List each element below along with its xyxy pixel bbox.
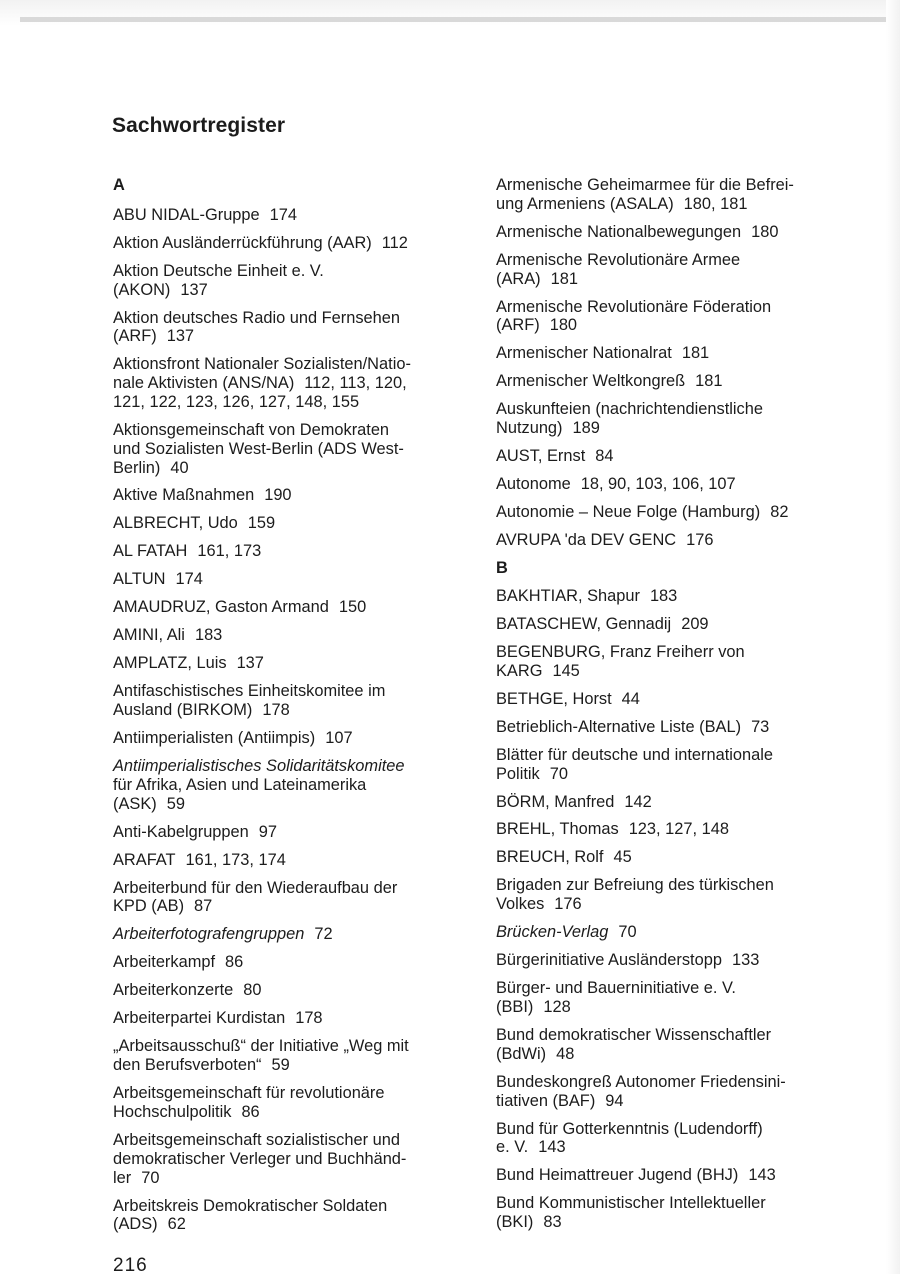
index-entry-term: Bund Heimattreuer Jugend (BHJ)	[496, 1166, 739, 1185]
index-entry-pages: 174	[175, 570, 203, 589]
index-entry-pages: 83	[543, 1213, 562, 1232]
index-entry-pages: 70	[549, 764, 568, 783]
index-entry-pages: 112, 113, 120, 121, 122, 123, 126, 127, 148, 155	[113, 374, 407, 411]
index-entry	[496, 979, 856, 1017]
index-entry-pages: 178	[262, 701, 290, 720]
index-entry-term: Brigaden zur Befreiung des türkischen Volkes	[496, 876, 774, 914]
index-entry-pages: 161, 173, 174	[185, 850, 286, 869]
index-entry-term: ALBRECHT, Udo	[113, 514, 238, 533]
index-entry	[113, 355, 463, 411]
index-entry-pages: 159	[247, 514, 276, 533]
index-entry-term: Antiimperialisten (Antiimpis)	[113, 729, 316, 748]
index-entry-pages: 72	[314, 925, 333, 944]
index-entry	[113, 823, 463, 842]
index-entry-pages: 70	[618, 923, 637, 942]
index-entry	[113, 925, 463, 944]
index-entry-term: „Arbeitsausschuß“ der Initiative „Weg mit den Berufsverboten“	[113, 1037, 409, 1075]
index-entry-term: Bund für Gotterkenntnis (Ludendorff) e. V.	[496, 1119, 763, 1157]
index-entry	[496, 1026, 856, 1064]
index-entry-term: BATASCHEW, Gennadij	[496, 614, 672, 633]
index-entry	[113, 851, 463, 870]
index-entry-term: AMAUDRUZ, Gaston Armand	[113, 598, 329, 617]
index-entry	[496, 223, 856, 242]
index-entry-term: BÖRM, Manfred	[496, 792, 615, 811]
scan-right-edge	[886, 0, 900, 1274]
index-entry-term: ALTUN	[113, 570, 166, 589]
index-entry-pages: 86	[225, 953, 244, 972]
index-entry-pages: 59	[271, 1056, 290, 1075]
index-entry-pages: 142	[624, 792, 652, 811]
index-entry-pages: 73	[751, 717, 770, 736]
index-entry-term: Armenische Revolutionäre Armee (ARA)	[496, 250, 741, 288]
index-column-left	[113, 176, 463, 1243]
index-entry-pages: 150	[338, 598, 367, 617]
index-entry-pages: 70	[141, 1168, 160, 1187]
index-entry	[113, 757, 463, 813]
index-entry-pages: 145	[552, 661, 580, 680]
index-entry	[496, 447, 856, 466]
index-entry-term: Bund demokratischer Wissenschaftler (BdWi)	[496, 1025, 772, 1063]
index-entry-term: Bürgerinitiative Ausländerstopp	[496, 951, 722, 970]
index-entry	[113, 1197, 463, 1235]
index-entry	[496, 923, 856, 942]
index-entry	[113, 262, 463, 300]
index-entry-pages: 59	[166, 794, 185, 813]
index-entry	[496, 848, 856, 867]
index-entry-term: Aktionsgemeinschaft von Demokraten und Sozialisten West-Berlin (ADS West- Berlin)	[113, 420, 404, 477]
index-entry-pages: 174	[269, 205, 298, 224]
page-title: Sachwortregister	[112, 114, 286, 137]
index-entry-term: AUST, Ernst	[496, 447, 586, 466]
index-entry-pages: 143	[748, 1166, 776, 1185]
index-entry-term: Autonomie – Neue Folge (Hamburg)	[496, 503, 761, 522]
index-entry-term: BAKHTIAR, Shapur	[496, 587, 640, 605]
index-entry	[496, 1194, 856, 1232]
index-entry	[113, 542, 463, 561]
index-entry-pages: 87	[194, 897, 213, 916]
index-entry	[496, 251, 856, 289]
index-entry-pages: 82	[770, 503, 789, 522]
index-entry-term: Antiimperialistisches Solidaritätskomitee für Afrika, Asien und Lateinamerika (ASK)	[113, 757, 405, 813]
index-entry	[113, 206, 463, 225]
index-entry-pages: 137	[166, 327, 195, 346]
index-entry-pages: 181	[550, 269, 578, 288]
index-entry-pages: 137	[180, 280, 208, 299]
index-entry-term: Arbeiterkonzerte	[113, 981, 234, 1000]
index-entry-pages: 181	[695, 372, 723, 391]
index-entry	[113, 598, 463, 617]
index-entry-pages: 178	[295, 1009, 323, 1028]
index-entry	[496, 400, 856, 438]
index-entry-term: Armenische Geheimarmee für die Befrei- ung Armeniens (ASALA)	[496, 176, 794, 213]
index-entry	[113, 309, 463, 347]
index-entry-term: Aktion Deutsche Einheit e. V. (AKON)	[113, 261, 324, 299]
index-entry-pages: 123, 127, 148	[628, 820, 729, 839]
index-entry-term: ARAFAT	[113, 850, 176, 869]
index-entry	[113, 1131, 463, 1187]
index-entry-term: AL FATAH	[113, 542, 188, 561]
index-entry-pages: 176	[554, 895, 582, 914]
index-entry	[113, 626, 463, 645]
index-entry	[496, 643, 856, 681]
index-entry-term: Aktion deutsches Radio und Fernsehen (ARF)	[113, 308, 401, 346]
index-entry	[113, 729, 463, 748]
index-entry-term: Bundeskongreß Autonomer Friedensini- tiativen (BAF)	[496, 1072, 786, 1110]
scan-top-edge	[0, 0, 900, 26]
index-entry	[496, 176, 856, 214]
index-entry	[113, 1084, 463, 1122]
index-entry-term: Bürger- und Bauerninitiative e. V. (BBI)	[496, 979, 736, 1016]
index-entry	[496, 344, 856, 363]
index-entry	[113, 654, 463, 673]
index-entry-pages: 180	[751, 222, 779, 241]
index-entry-term: BETHGE, Horst	[496, 689, 612, 708]
index-entry	[496, 503, 856, 522]
index-entry-pages: 190	[264, 486, 292, 505]
index-entry-pages: 133	[731, 951, 760, 970]
index-entry-pages: 48	[556, 1044, 575, 1063]
index-section-letter: A	[113, 176, 125, 194]
index-entry	[113, 1009, 463, 1028]
index-entry	[496, 372, 856, 391]
index-entry-pages: 189	[572, 419, 600, 438]
index-entry-term: Aktion Ausländerrückführung (AAR)	[113, 233, 372, 252]
index-entry-term: Betrieblich-Alternative Liste (BAL)	[496, 717, 742, 736]
index-entry-term: Arbeiterpartei Kurdistan	[113, 1009, 286, 1028]
index-entry	[113, 570, 463, 589]
index-entry-term: BEGENBURG, Franz Freiherr von KARG	[496, 642, 745, 680]
index-entry-term: Auskunfteien (nachrichtendienstliche Nutzung)	[496, 400, 763, 438]
index-entry-pages: 180, 181	[683, 194, 748, 213]
index-entry-pages: 181	[681, 344, 710, 363]
index-entry-pages: 128	[543, 998, 571, 1016]
index-entry-term: Arbeitskreis Demokratischer Soldaten (ADS)	[113, 1196, 388, 1234]
index-entry	[496, 587, 856, 606]
index-entry-term: AMINI, Ali	[113, 626, 185, 645]
index-entry-term: Brücken-Verlag	[496, 923, 609, 942]
index-entry-term: Armenischer Weltkongreß	[496, 372, 686, 391]
index-entry-term: Arbeitsgemeinschaft sozialistischer und demokratischer Verleger und Buchhänd- ler	[113, 1130, 407, 1187]
index-entry	[496, 718, 856, 737]
index-entry-pages: 84	[595, 447, 614, 466]
index-entry	[496, 475, 856, 494]
index-entry-pages: 180	[549, 316, 578, 335]
index-entry-pages: 62	[167, 1215, 186, 1234]
index-entry-pages: 209	[681, 614, 709, 633]
index-section-letter: B	[496, 559, 508, 578]
page-number: 216	[113, 1255, 148, 1276]
index-entry-pages: 107	[325, 729, 353, 748]
index-entry-term: AVRUPA 'da DEV GENC	[496, 531, 677, 550]
index-entry-term: Armenischer Nationalrat	[496, 344, 672, 363]
index-entry	[496, 793, 856, 812]
index-entry-pages: 18, 90, 103, 106, 107	[580, 475, 736, 494]
index-entry-pages: 94	[605, 1091, 624, 1110]
index-entry-term: BREUCH, Rolf	[496, 848, 604, 867]
index-entry	[496, 1120, 856, 1158]
index-entry	[113, 486, 463, 505]
index-entry-pages: 45	[613, 848, 632, 867]
index-entry	[113, 953, 463, 972]
index-entry-term: Bund Kommunistischer Intellektueller (BKI)	[496, 1194, 766, 1232]
index-entry-term: Arbeiterkampf	[113, 953, 216, 972]
index-entry-term: Arbeiterfotografengruppen	[113, 925, 305, 944]
index-entry	[496, 1073, 856, 1111]
index-entry-term: Arbeitsgemeinschaft für revolutionäre Hochschulpolitik	[113, 1084, 385, 1121]
index-entry-pages: 86	[241, 1102, 260, 1121]
index-entry-pages: 183	[649, 587, 678, 605]
index-entry	[496, 531, 856, 550]
index-entry-term: Armenische Nationalbewegungen	[496, 222, 742, 241]
index-entry-term: Autonome	[496, 475, 571, 494]
index-entry	[113, 981, 463, 1000]
index-entry	[496, 298, 856, 336]
index-entry	[496, 820, 856, 839]
index-entry	[113, 1037, 463, 1075]
index-column-right	[496, 176, 856, 1241]
index-entry	[496, 951, 856, 970]
index-entry-term: Antifaschistisches Einheitskomitee im Ausland (BIRKOM)	[113, 682, 386, 720]
index-entry-pages: 137	[236, 654, 264, 673]
index-entry	[496, 876, 856, 914]
index-entry-pages: 112	[381, 233, 408, 252]
index-entry-pages: 183	[194, 626, 223, 645]
index-entry-term: Blätter für deutsche und internationale Politik	[496, 745, 774, 783]
index-entry-pages: 176	[686, 531, 714, 550]
index-entry-term-italic: Antiimperialistisches Solidaritätskomitee	[113, 757, 405, 776]
index-entry-term: Armenische Revolutionäre Föderation (ARF)	[496, 297, 772, 335]
index-entry-term: BREHL, Thomas	[496, 820, 619, 839]
index-entry	[113, 421, 463, 477]
index-entry-pages: 161, 173	[197, 542, 262, 561]
index-entry	[496, 690, 856, 709]
index-entry-term: AMPLATZ, Luis	[113, 654, 227, 673]
index-entry	[113, 879, 463, 917]
index-entry-term: ABU NIDAL-Gruppe	[113, 205, 260, 224]
index-entry-term: Arbeiterbund für den Wiederaufbau der KPD (AB)	[113, 878, 398, 916]
index-entry	[113, 514, 463, 533]
index-entry	[496, 1166, 856, 1185]
index-entry	[113, 682, 463, 720]
index-entry	[113, 234, 463, 253]
index-entry-term: Anti-Kabelgruppen	[113, 822, 249, 841]
index-entry-pages: 40	[170, 458, 189, 477]
index-entry-pages: 80	[243, 981, 262, 1000]
index-entry-pages: 143	[538, 1138, 566, 1157]
index-entry-pages: 97	[258, 822, 278, 841]
index-entry	[496, 615, 856, 634]
index-entry-term: Aktive Maßnahmen	[113, 486, 255, 505]
index-entry-pages: 44	[621, 689, 640, 708]
index-entry	[496, 746, 856, 784]
index-entry-term: Aktionsfront Nationaler Sozialisten/Natio- nale Aktivisten (ANS/NA)	[113, 355, 411, 393]
